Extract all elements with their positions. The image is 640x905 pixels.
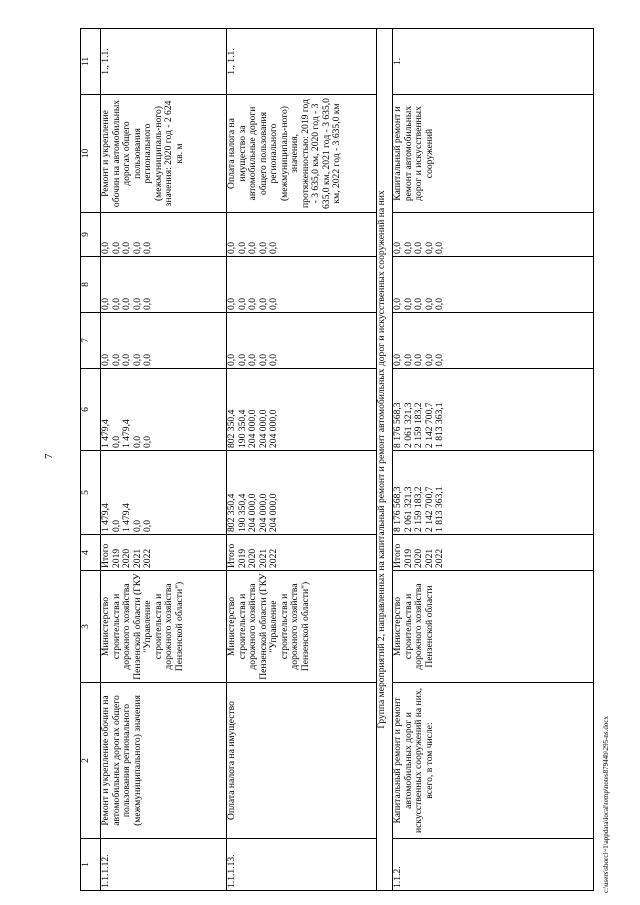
value: 1 479,4 bbox=[100, 503, 111, 532]
value: 2 061 321,3 bbox=[402, 402, 414, 448]
value: 0,0 bbox=[142, 354, 154, 366]
value: 1 479,4 bbox=[100, 419, 111, 448]
activity-name: Ремонт и укрепление обочин на автомобильных дорогах общего пользования регионального (межмуниципального) значения bbox=[101, 683, 227, 839]
value: 8 176 568,3 bbox=[392, 486, 403, 532]
item-number: 1.1.2. bbox=[393, 839, 594, 891]
value: 1 479,4 bbox=[121, 503, 133, 532]
value: 0,0 bbox=[121, 242, 133, 254]
value: 0,0 bbox=[121, 354, 133, 366]
table-row bbox=[227, 29, 377, 891]
value: 2 159 183,2 bbox=[413, 402, 425, 448]
item-number: 1.1.1.13. bbox=[227, 839, 377, 891]
year: 2022 bbox=[142, 548, 154, 568]
column-number: 8 bbox=[81, 257, 101, 313]
column-number: 2 bbox=[81, 683, 101, 839]
value: 0,0 bbox=[392, 298, 403, 310]
column-number: 4 bbox=[81, 535, 101, 571]
value: 190 350,4 bbox=[236, 409, 248, 448]
local-budget-cell bbox=[227, 257, 377, 313]
value: 0,0 bbox=[434, 298, 446, 310]
year: 2020 bbox=[413, 548, 425, 568]
table-row bbox=[393, 29, 594, 891]
value: 0,0 bbox=[257, 298, 269, 310]
value: 0,0 bbox=[247, 298, 259, 310]
value: 190 350,4 bbox=[236, 493, 248, 532]
value: 1 813 363,1 bbox=[434, 402, 446, 448]
target-indicator-ref: 1., 1.1. bbox=[227, 29, 377, 95]
value: 0,0 bbox=[247, 242, 259, 254]
regional-budget-cell bbox=[393, 369, 594, 451]
value: 0,0 bbox=[131, 436, 143, 448]
year: 2022 bbox=[268, 548, 280, 568]
value: 0,0 bbox=[434, 354, 446, 366]
value: 2 159 183,2 bbox=[413, 486, 425, 532]
value: 802 350,4 bbox=[226, 409, 237, 448]
value: 0,0 bbox=[110, 298, 122, 310]
value: 204 000,0 bbox=[257, 409, 269, 448]
value: 0,0 bbox=[423, 354, 435, 366]
local-budget-cell bbox=[393, 257, 594, 313]
group-header-row bbox=[377, 29, 393, 891]
value: 0,0 bbox=[247, 354, 259, 366]
result-indicator: Капитальный ремонт и ремонт автомобильных дорог и искусственных сооружений bbox=[393, 95, 594, 213]
year: 2019 bbox=[236, 548, 248, 568]
value: 0,0 bbox=[110, 354, 122, 366]
column-number: 5 bbox=[81, 451, 101, 535]
value: 0,0 bbox=[131, 354, 143, 366]
value: 0,0 bbox=[110, 242, 122, 254]
value: 204 000,0 bbox=[257, 493, 269, 532]
value: 204 000,0 bbox=[247, 409, 259, 448]
years-cell bbox=[101, 535, 227, 571]
value: 0,0 bbox=[268, 298, 280, 310]
regional-budget-cell bbox=[101, 369, 227, 451]
year: Итого bbox=[100, 543, 111, 568]
value: 0,0 bbox=[402, 354, 414, 366]
group-title: Группа мероприятий 2, направленных на капитальный ремонт и ремонт автомобильных дорог и искусственных сооружений на них bbox=[377, 29, 393, 891]
value: 0,0 bbox=[142, 520, 154, 532]
total-funding-cell bbox=[393, 451, 594, 535]
column-number-row bbox=[81, 29, 101, 891]
result-indicator: Ремонт и укрепление обочин на автомобильных дорогах общего пользования регионального (межмуниципаль-ного) значения: 2020 год - 2 624 кв. м bbox=[101, 95, 227, 213]
value: 0,0 bbox=[413, 354, 425, 366]
value: 0,0 bbox=[100, 298, 111, 310]
activity-name: Капитальный ремонт и ремонт автомобильных дорог и искусственных сооружений на них, всего, в том числе: bbox=[393, 683, 594, 839]
year: 2019 bbox=[402, 548, 414, 568]
value: 0,0 bbox=[110, 520, 122, 532]
value: 204 000,0 bbox=[268, 493, 280, 532]
file-path-footer: c:\users\sborci~1\appdata\local\temp\notes87944b\295-ns.docx bbox=[602, 716, 610, 893]
year: 2021 bbox=[423, 548, 435, 568]
column-number: 7 bbox=[81, 313, 101, 369]
value: 0,0 bbox=[142, 436, 154, 448]
activity-name: Оплата налога на имущество bbox=[227, 683, 377, 839]
total-funding-cell bbox=[227, 451, 377, 535]
value: 204 000,0 bbox=[268, 409, 280, 448]
result-indicator: Оплата налога на имущество за автомобильные дороги общего пользования регионального (межмуниципаль-ного) значения, протяженностью: 2019 год - 3 635,0 км, 2020 год - 3 635,0 км, 2021 год - 3 635,0 км, 2022 год - 3 635,0 км bbox=[227, 95, 377, 213]
value: 2 061 321,3 bbox=[402, 486, 414, 532]
item-number: 1.1.1.12. bbox=[101, 839, 227, 891]
value: 0,0 bbox=[142, 242, 154, 254]
value: 0,0 bbox=[142, 298, 154, 310]
program-activities-table bbox=[80, 28, 594, 891]
year: Итого bbox=[392, 543, 403, 568]
responsible-executor: Министерство строительства и дорожного хозяйства Пензенской области (ГКУ "Управление строительства и дорожного хозяйства Пензенской области") bbox=[101, 571, 227, 683]
responsible-executor: Министерство строительства и дорожного хозяйства Пензенской области bbox=[393, 571, 594, 683]
value: 1 479,4 bbox=[121, 419, 133, 448]
value: 0,0 bbox=[100, 354, 111, 366]
year: Итого bbox=[226, 543, 237, 568]
target-indicator-ref: 1. bbox=[393, 29, 594, 95]
target-indicator-ref: 1., 1.1. bbox=[101, 29, 227, 95]
value: 0,0 bbox=[392, 354, 403, 366]
other-sources-cell bbox=[101, 213, 227, 257]
column-number: 11 bbox=[81, 29, 101, 95]
value: 0,0 bbox=[131, 242, 143, 254]
column-number: 9 bbox=[81, 213, 101, 257]
page-number: 7 bbox=[43, 453, 55, 459]
column-number: 10 bbox=[81, 95, 101, 213]
local-budget-cell bbox=[101, 257, 227, 313]
value: 2 142 700,7 bbox=[423, 402, 435, 448]
year: 2022 bbox=[434, 548, 446, 568]
value: 0,0 bbox=[226, 242, 237, 254]
value: 204 000,0 bbox=[247, 493, 259, 532]
value: 0,0 bbox=[413, 242, 425, 254]
value: 0,0 bbox=[226, 354, 237, 366]
year: 2020 bbox=[247, 548, 259, 568]
value: 0,0 bbox=[402, 298, 414, 310]
value: 0,0 bbox=[257, 354, 269, 366]
year: 2020 bbox=[121, 548, 133, 568]
value: 802 350,4 bbox=[226, 493, 237, 532]
column-number: 6 bbox=[81, 369, 101, 451]
year: 2019 bbox=[110, 548, 122, 568]
years-cell bbox=[227, 535, 377, 571]
federal-budget-cell bbox=[101, 313, 227, 369]
responsible-executor: Министерство строительства и дорожного хозяйства Пензенской области (ГКУ "Управление строительства и дорожного хозяйства Пензенской области") bbox=[227, 571, 377, 683]
value: 0,0 bbox=[402, 242, 414, 254]
years-cell bbox=[393, 535, 594, 571]
column-number: 3 bbox=[81, 571, 101, 683]
value: 0,0 bbox=[226, 298, 237, 310]
value: 0,0 bbox=[131, 520, 143, 532]
table-row bbox=[101, 29, 227, 891]
value: 0,0 bbox=[392, 242, 403, 254]
value: 0,0 bbox=[236, 354, 248, 366]
value: 0,0 bbox=[236, 242, 248, 254]
value: 0,0 bbox=[257, 242, 269, 254]
federal-budget-cell bbox=[393, 313, 594, 369]
year: 2021 bbox=[257, 548, 269, 568]
value: 0,0 bbox=[423, 298, 435, 310]
value: 0,0 bbox=[236, 298, 248, 310]
column-number: 1 bbox=[81, 839, 101, 891]
federal-budget-cell bbox=[227, 313, 377, 369]
value: 0,0 bbox=[268, 242, 280, 254]
value: 0,0 bbox=[434, 242, 446, 254]
regional-budget-cell bbox=[227, 369, 377, 451]
total-funding-cell bbox=[101, 451, 227, 535]
value: 1 813 363,1 bbox=[434, 486, 446, 532]
value: 0,0 bbox=[423, 242, 435, 254]
year: 2021 bbox=[131, 548, 143, 568]
value: 0,0 bbox=[110, 436, 122, 448]
other-sources-cell bbox=[227, 213, 377, 257]
value: 8 176 568,3 bbox=[392, 402, 403, 448]
value: 0,0 bbox=[131, 298, 143, 310]
value: 0,0 bbox=[413, 298, 425, 310]
value: 2 142 700,7 bbox=[423, 486, 435, 532]
value: 0,0 bbox=[121, 298, 133, 310]
value: 0,0 bbox=[268, 354, 280, 366]
other-sources-cell bbox=[393, 213, 594, 257]
value: 0,0 bbox=[100, 242, 111, 254]
